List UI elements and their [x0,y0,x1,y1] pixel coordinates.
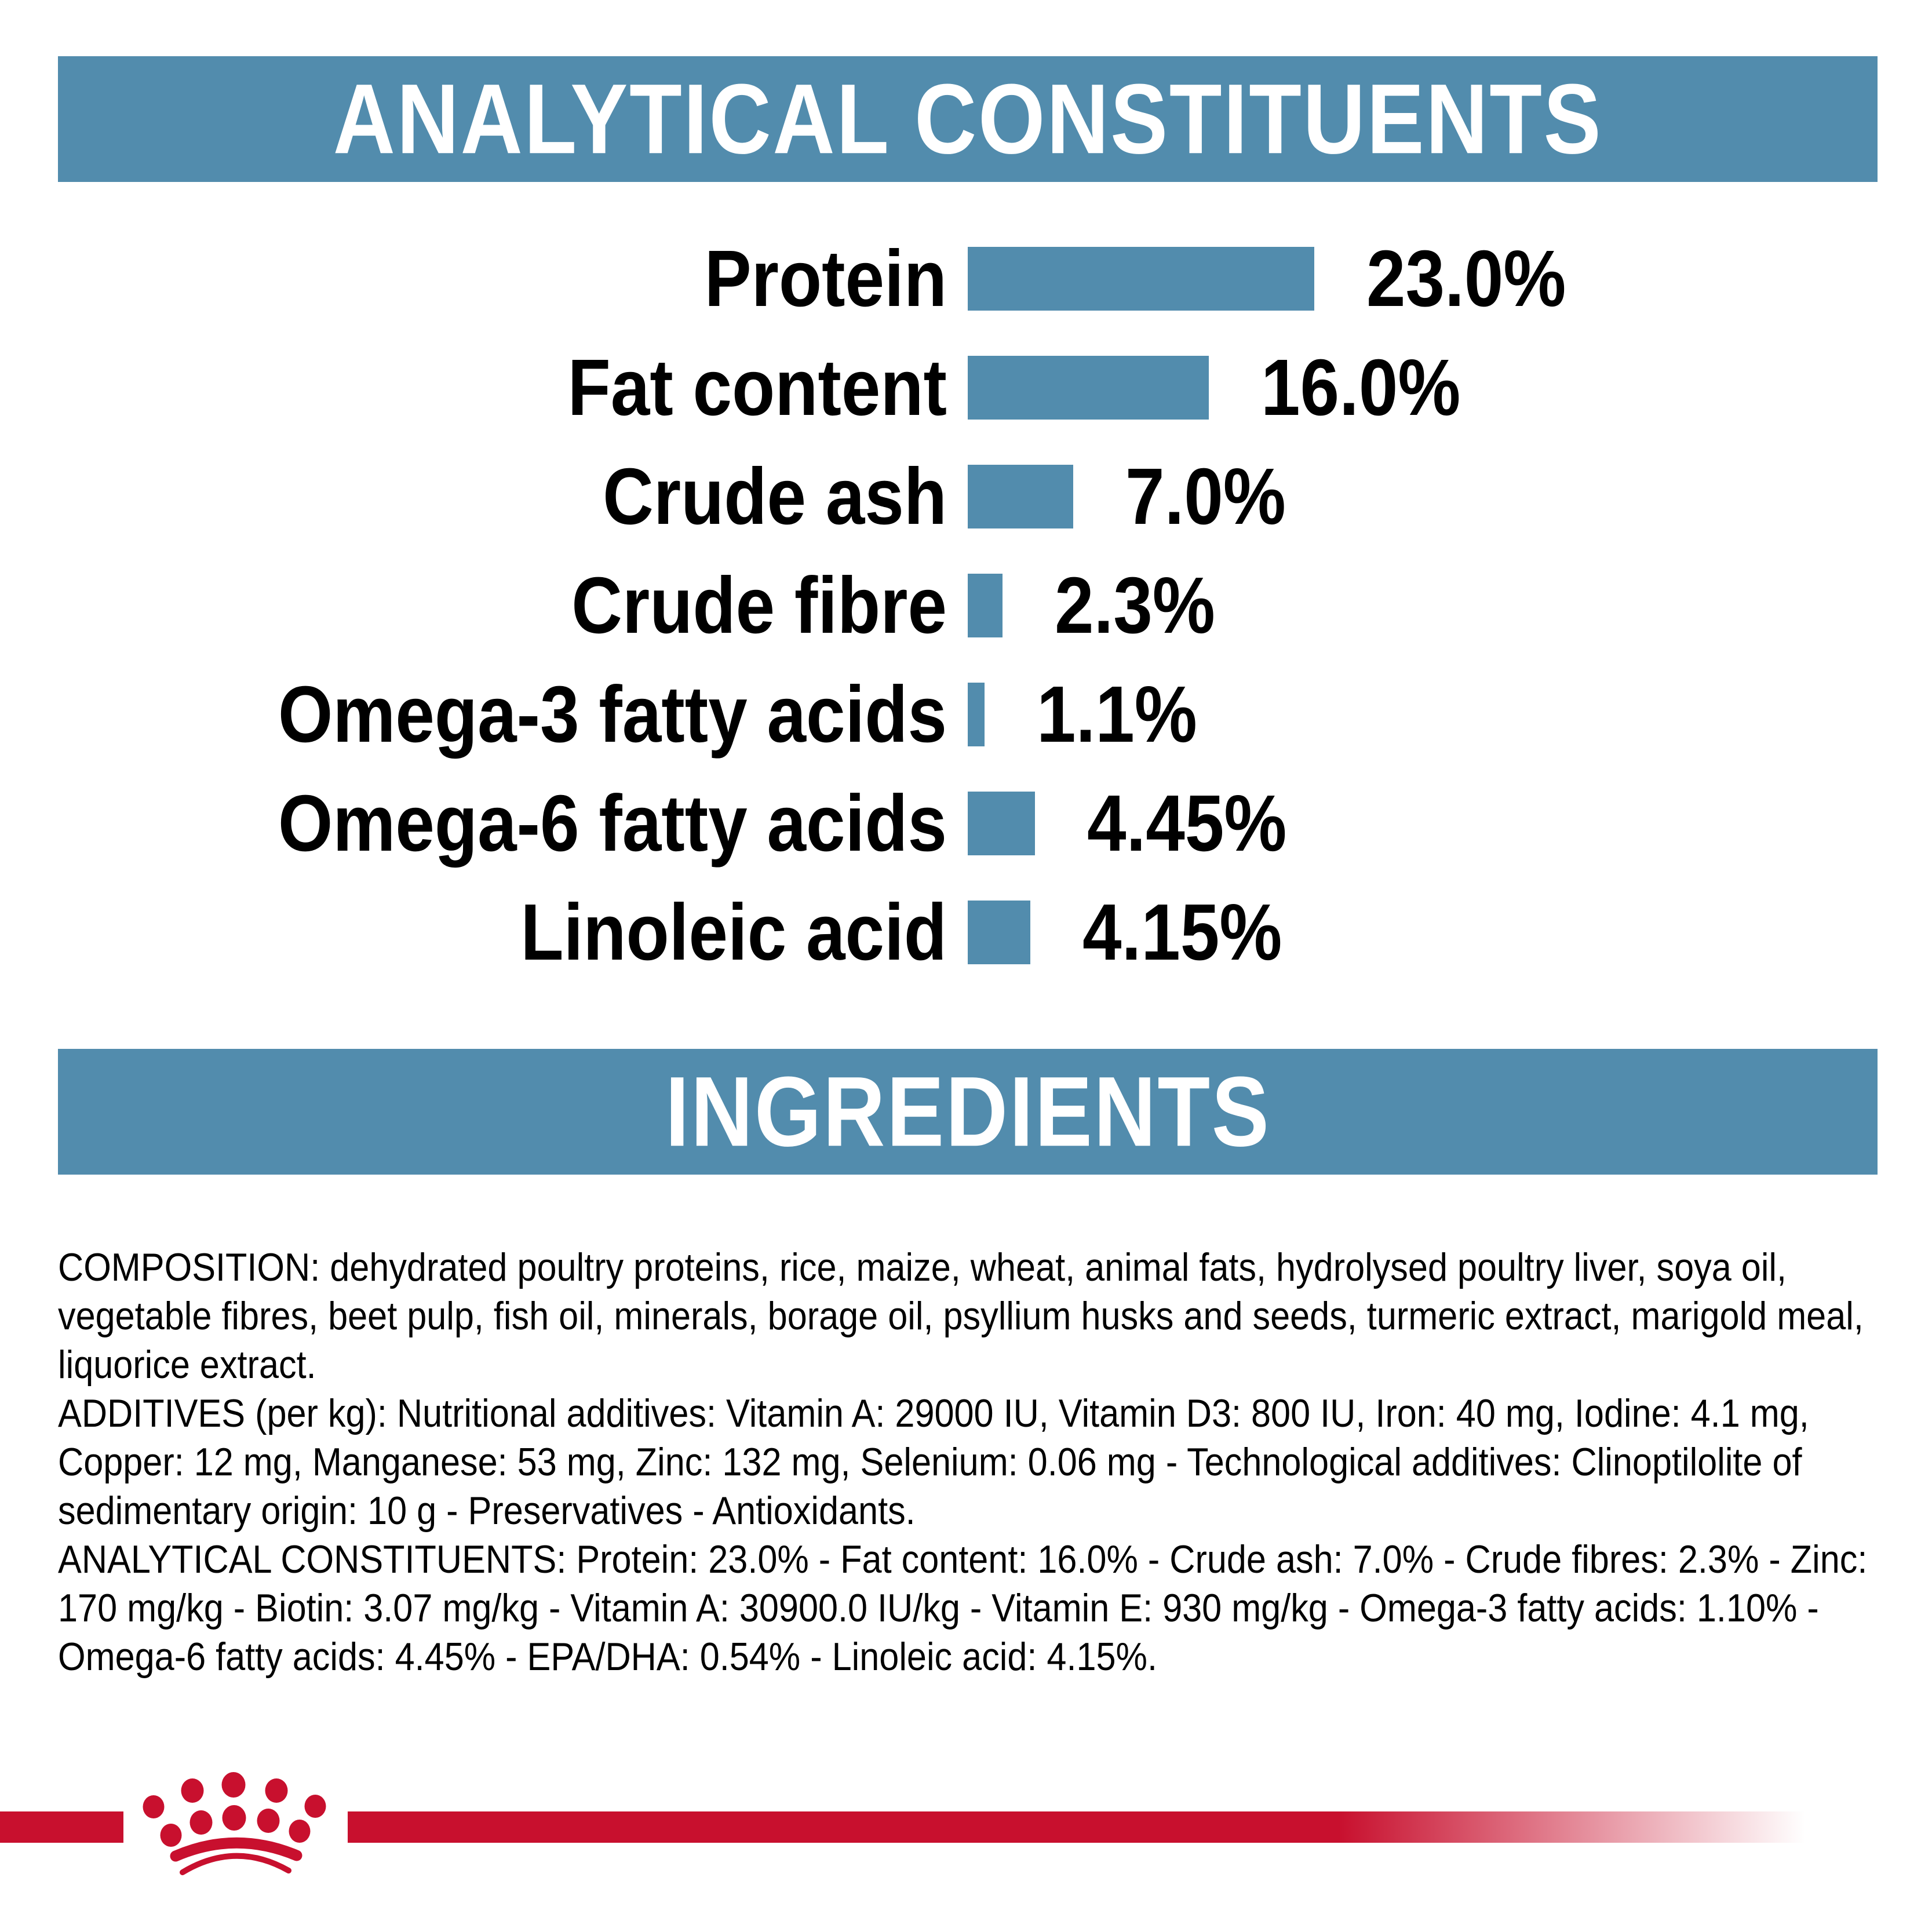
chart-row [58,333,1878,442]
ingredients-banner-title: INGREDIENTS [665,1056,1271,1167]
ingredients-banner [58,1049,1878,1175]
bar-label: Crude fibre [571,561,947,650]
analytical-constituents-banner-title: ANALYTICAL CONSTITUENTS [333,63,1603,174]
chart-row [58,224,1878,333]
chart-row [58,442,1878,551]
bar [968,247,1314,311]
chart-row [58,660,1878,769]
bar-value: 7.0% [1125,452,1286,541]
bar-label: Fat content [567,343,947,432]
ingredients-text-block [58,1243,1873,1681]
brand-stripe-left [0,1811,123,1843]
chart-row [58,878,1878,987]
bar [968,683,985,746]
constituents-bar-chart [58,224,1878,987]
bar-label: Protein [704,234,947,323]
composition-paragraph: COMPOSITION: dehydrated poultry proteins, rice, maize, wheat, animal fats, hydrolysed poultry liver, soya oil, vegetable fibres, beet pulp, fish oil, minerals, borage oil, psyllium husks and seeds, turmeric extract, marigold meal, liquorice extract. [58,1245,1864,1387]
bar-value: 4.15% [1082,888,1282,977]
additives-paragraph: ADDITIVES (per kg): Nutritional additives: Vitamin A: 29000 IU, Vitamin D3: 800 IU, Iron: 40 mg, Iodine: 4.1 mg, Copper: 12 mg, Manganese: 53 mg, Zinc: 132 mg, Selenium: 0.06 mg - Technological additives: Clinoptilolite of sedimentary origin: 10 g - Preservatives - Antioxidants. [58,1391,1809,1533]
chart-row [58,769,1878,878]
bar [968,901,1030,964]
bar-label: Omega-6 fatty acids [278,779,947,868]
bar-value: 4.45% [1087,779,1287,868]
royal-canin-crown-paw-logo [139,1767,336,1880]
bar-label: Linoleic acid [520,888,947,977]
bar-label: Crude ash [603,452,947,541]
bar [968,356,1209,420]
bar-value: 23.0% [1366,234,1566,323]
brand-stripe-right-fade [348,1811,1805,1843]
bar-label: Omega-3 fatty acids [278,670,947,759]
analytical-constituents-banner [58,56,1878,182]
bar [968,792,1035,855]
bar [968,574,1003,637]
analytical-constituents-paragraph: ANALYTICAL CONSTITUENTS: Protein: 23.0% - Fat content: 16.0% - Crude ash: 7.0% - Crude fibres: 2.3% - Zinc: 170 mg/kg - Biotin: 3.07 mg/kg - Vitamin A: 30900.0 IU/kg - Vitamin E: 930 mg/kg - Omega-3 fatty acids: 1.10% - Omega-6 fatty acids: 4.45% - EPA/DHA: 0.54% - Linoleic acid: 4.15%. [58,1537,1868,1679]
bar-value: 1.1% [1037,670,1197,759]
bar-value: 16.0% [1261,343,1461,432]
bar-value: 2.3% [1055,561,1215,650]
chart-row [58,551,1878,660]
bar [968,465,1073,528]
